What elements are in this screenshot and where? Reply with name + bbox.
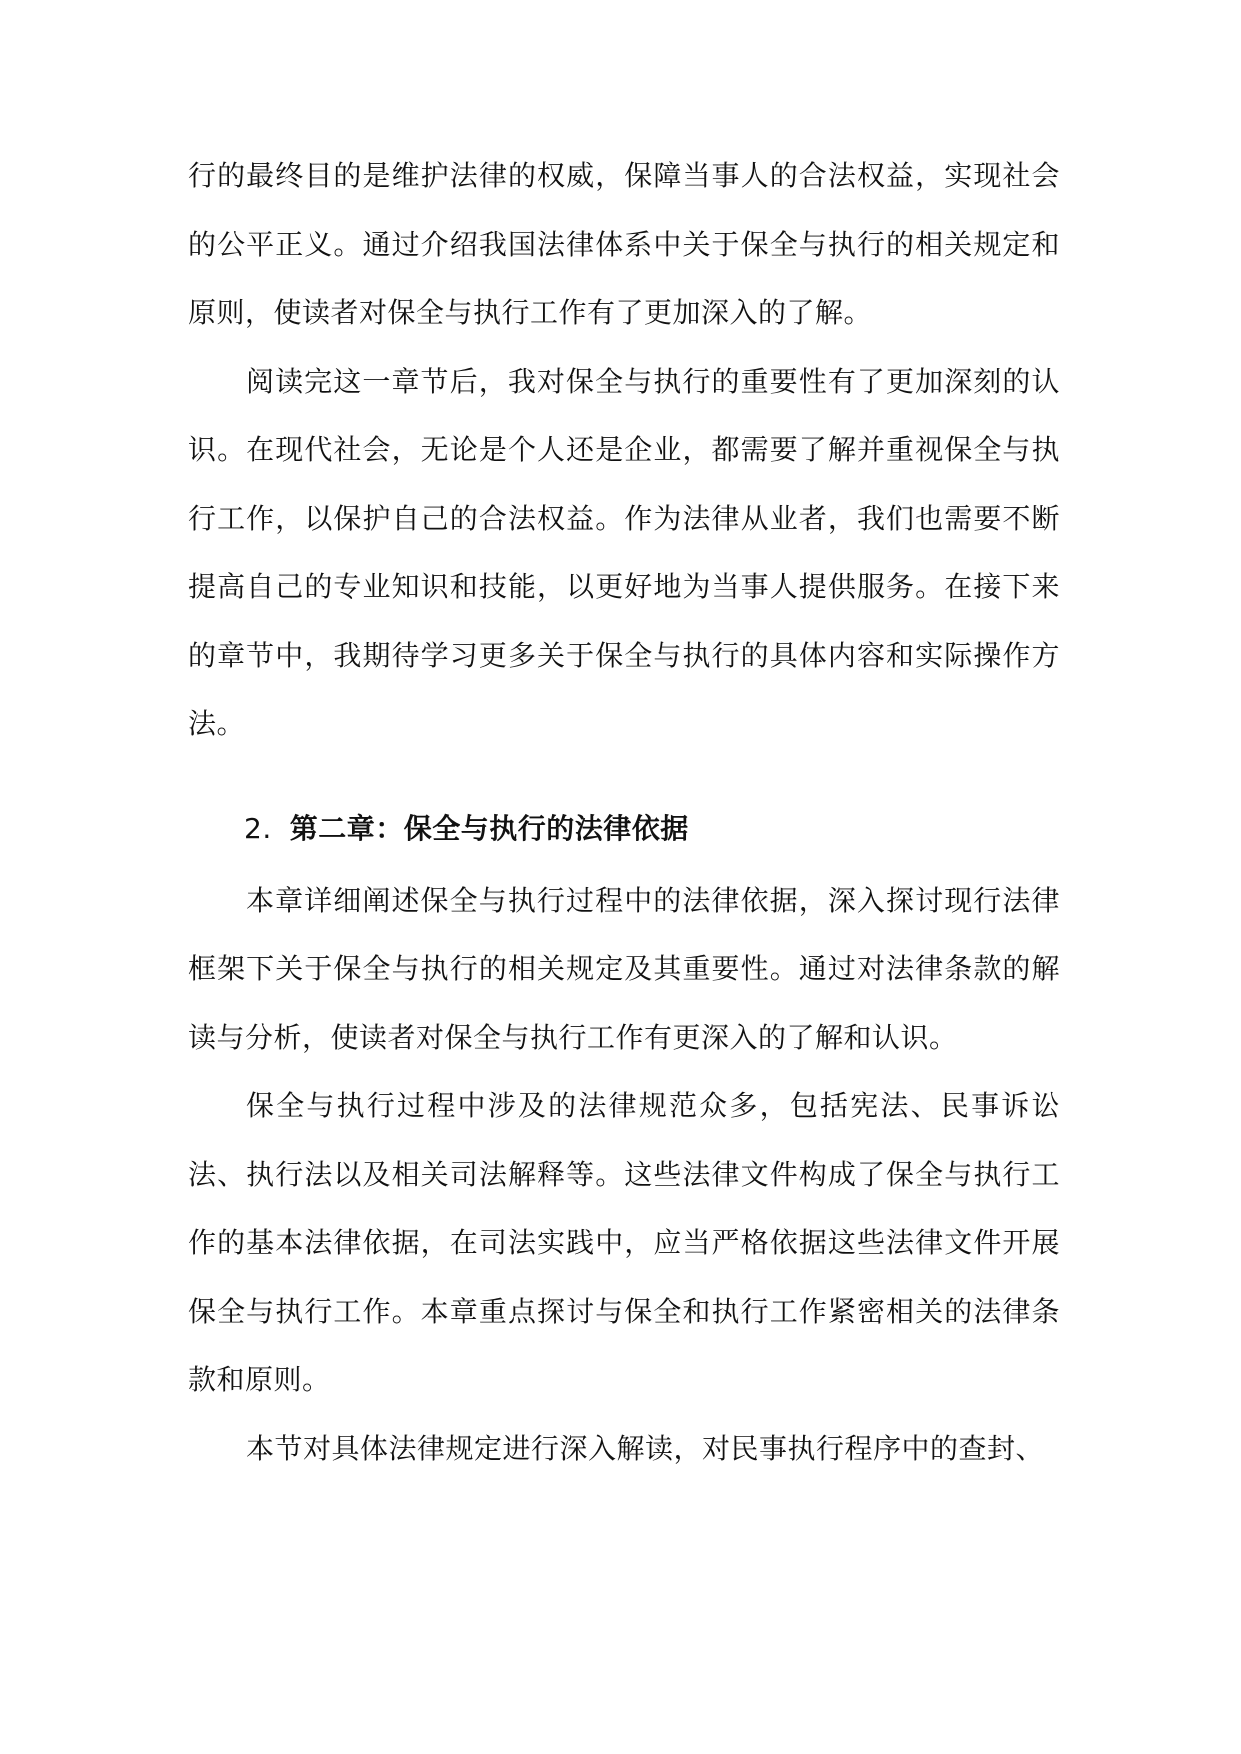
paragraph-section-intro: 本节对具体法律规定进行深入解读，对民事执行程序中的查封、 (246, 1431, 1045, 1465)
paragraph-continuation: 行的最终目的是维护法律的权威，保障当事人的合法权益，实现社会的公平正义。通过介绍我国法律体系中关于保全与执行的相关规定和原则，使读者对保全与执行工作有了更加深入的了解。 (188, 159, 1060, 329)
paragraph-chapter-intro: 本章详细阐述保全与执行过程中的法律依据，深入探讨现行法律框架下关于保全与执行的相关规定及其重要性。通过对法律条款的解读与分析，使读者对保全与执行工作有更深入的了解和认识。 (188, 883, 1060, 1054)
paragraph-legal-norms: 保全与执行过程中涉及的法律规范众多，包括宪法、民事诉讼法、执行法以及相关司法解释等。这些法律文件构成了保全与执行工作的基本法律依据，在司法实践中，应当严格依据这些法律文件开展保全与执行工作。本章重点探讨与保全和执行工作紧密相关的法律条款和原则。 (188, 1089, 1060, 1396)
chapter-number: 2. (244, 811, 272, 845)
document-body (188, 142, 1060, 1483)
chapter-heading (188, 795, 1060, 863)
paragraph-reflection: 阅读完这一章节后，我对保全与执行的重要性有了更加深刻的认识。在现代社会，无论是个人还是企业，都需要了解并重视保全与执行工作，以保护自己的合法权益。作为法律从业者，我们也需要不断提高自己的专业知识和技能，以更好地为当事人提供服务。在接下来的章节中，我期待学习更多关于保全与执行的具体内容和实际操作方法。 (188, 364, 1060, 740)
chapter-title: 第二章：保全与执行的法律依据 (289, 811, 689, 845)
